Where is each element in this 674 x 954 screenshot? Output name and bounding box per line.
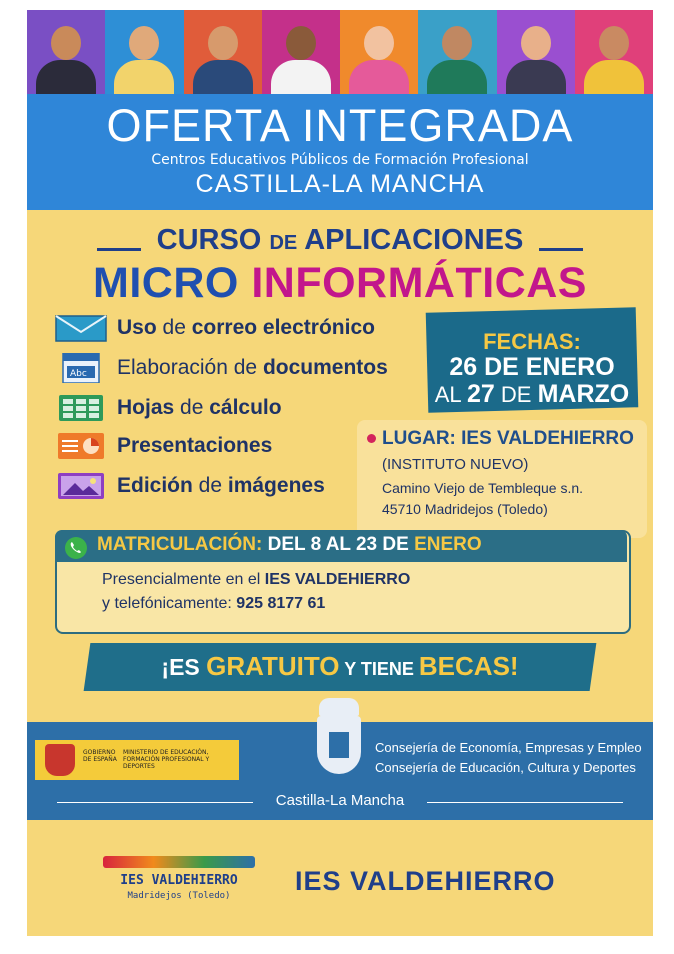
course-word-curso: CURSO bbox=[156, 224, 262, 256]
phone-icon bbox=[65, 537, 87, 559]
portrait-engineer bbox=[418, 10, 496, 94]
portrait-chef bbox=[340, 10, 418, 94]
topic-label: Edición de imágenes bbox=[117, 474, 325, 497]
svg-text:Abc: Abc bbox=[70, 369, 87, 379]
crown-icon bbox=[319, 698, 359, 716]
castle-icon bbox=[329, 732, 349, 758]
portrait-mechanic bbox=[184, 10, 262, 94]
portrait-beekeeper bbox=[105, 10, 183, 94]
portrait-doctor bbox=[262, 10, 340, 94]
place-label: LUGAR: IES VALDEHIERRO bbox=[367, 428, 634, 450]
dates-label: FECHAS: bbox=[483, 329, 581, 354]
topic-label: Elaboración de documentos bbox=[117, 356, 388, 379]
place-street: Camino Viejo de Tembleque s.n. bbox=[382, 480, 584, 496]
page-title: OFERTA INTEGRADA bbox=[106, 100, 574, 151]
government-name: GOBIERNO DE ESPAÑA bbox=[83, 749, 117, 763]
ministry-name: MINISTERIO DE EDUCACIÓN, FORMACIÓN PROFESIONAL Y DEPORTES bbox=[123, 749, 210, 770]
place-city: 45710 Madridejos (Toledo) bbox=[382, 501, 548, 517]
page-subtitle: Centros Educativos Públicos de Formación Profesional bbox=[151, 152, 529, 168]
topic-item-presentations bbox=[55, 430, 272, 462]
spreadsheet-icon bbox=[55, 393, 107, 423]
professions-strip bbox=[27, 10, 653, 94]
topic-item-documents bbox=[55, 352, 388, 384]
school-name: IES VALDEHIERRO bbox=[295, 866, 556, 896]
consejeria-economia: Consejería de Economía, Empresas y Empleo bbox=[375, 740, 642, 755]
course-heading bbox=[27, 224, 653, 257]
presentation-icon bbox=[55, 431, 107, 461]
school-logo-place: Madridejos (Toledo) bbox=[127, 891, 231, 901]
free-banner-text: ¡ES GRATUITO Y TIENE BECAS! bbox=[161, 651, 519, 681]
portrait-technician bbox=[497, 10, 575, 94]
portrait-photographer bbox=[27, 10, 105, 94]
place-note: (INSTITUTO NUEVO) bbox=[382, 456, 529, 473]
footer-region: Castilla-La Mancha bbox=[275, 792, 405, 809]
course-word-aplicaciones: APLICACIONES bbox=[304, 224, 524, 256]
spain-shield-icon bbox=[45, 744, 75, 776]
course-word-informaticas: INFORMÁTICAS bbox=[251, 259, 587, 307]
envelope-icon bbox=[55, 313, 107, 343]
topic-label: Hojas de cálculo bbox=[117, 396, 282, 419]
enrollment-in-person: Presencialmente en el IES VALDEHIERRO bbox=[102, 571, 411, 588]
enrollment-label: MATRICULACIÓN: DEL 8 AL 23 DE ENERO bbox=[97, 534, 482, 555]
dates-start: 26 DE ENERO bbox=[449, 353, 615, 381]
consejeria-educacion: Consejería de Educación, Cultura y Deportes bbox=[375, 760, 636, 775]
course-word-de: DE bbox=[269, 232, 298, 254]
topic-item-images bbox=[55, 470, 325, 502]
topic-label: Presentaciones bbox=[117, 434, 273, 457]
location-dot-icon bbox=[367, 434, 376, 443]
topic-item-email bbox=[55, 312, 375, 344]
portrait-builder bbox=[575, 10, 653, 94]
topic-label: Uso de correo electrónico bbox=[117, 316, 375, 339]
school-logo-name: IES VALDEHIERRO bbox=[120, 873, 238, 888]
topic-item-spreadsheets bbox=[55, 392, 282, 424]
school-logo-graphic bbox=[103, 856, 255, 868]
document-icon bbox=[55, 353, 107, 383]
image-icon bbox=[55, 471, 107, 501]
poster bbox=[27, 10, 653, 936]
course-title bbox=[27, 259, 653, 308]
region-title: CASTILLA-LA MANCHA bbox=[195, 170, 485, 198]
enrollment-phone: y telefónicamente: 925 8177 61 bbox=[102, 595, 326, 612]
course-word-micro: MICRO bbox=[93, 259, 239, 307]
dates-end: AL 27 DE MARZO bbox=[434, 380, 630, 408]
